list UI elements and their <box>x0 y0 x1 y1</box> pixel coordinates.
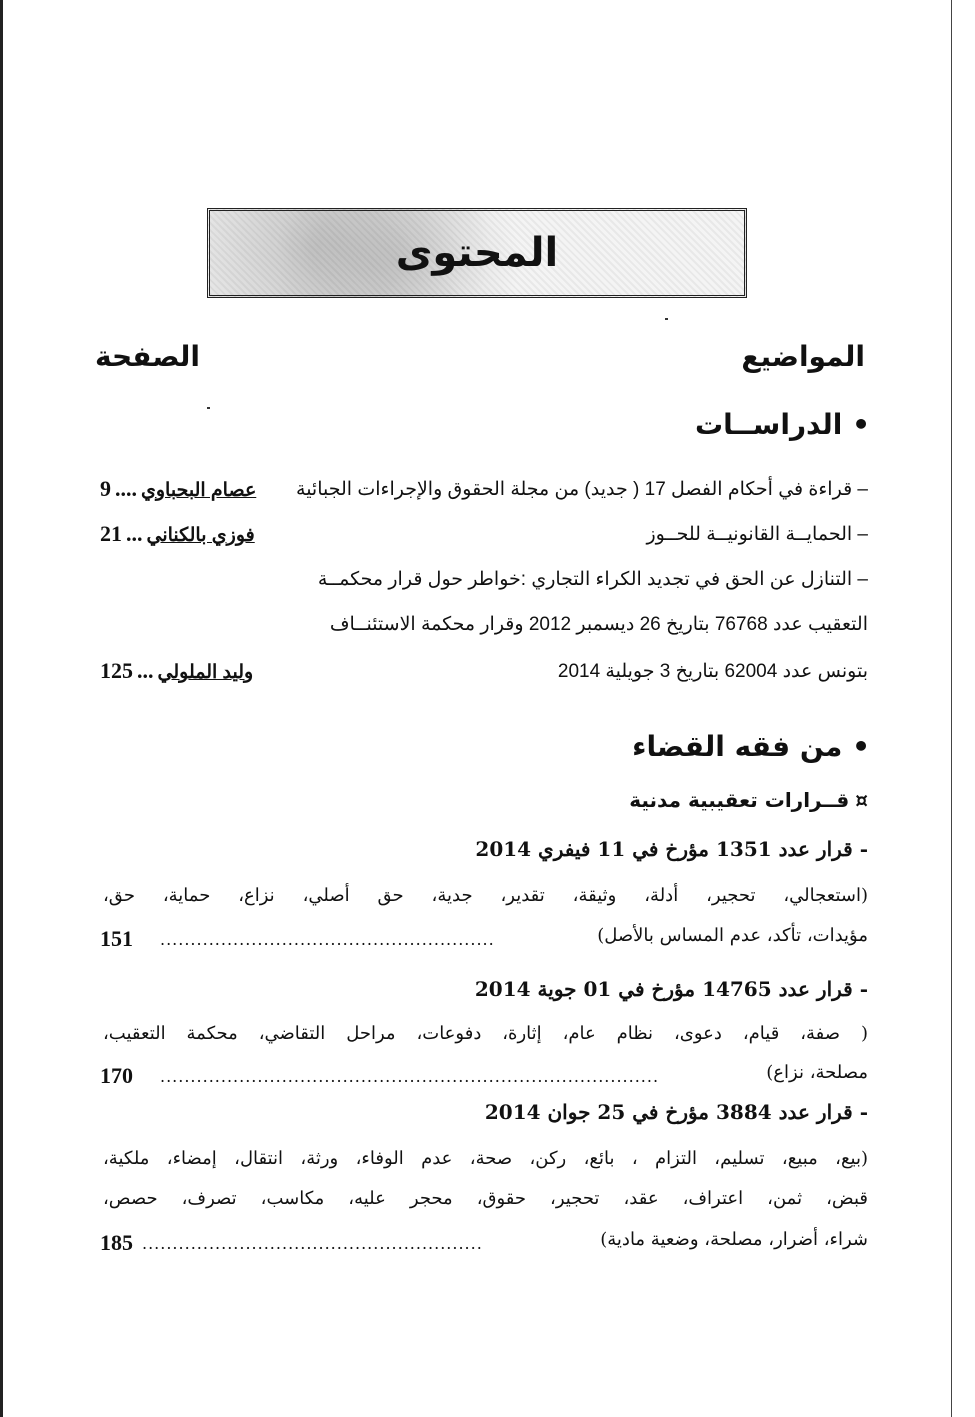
decision-title: - قرار عدد 14765 مؤرخ في 01 جوية 2014 <box>474 977 868 1001</box>
author-name: وليد الملولي <box>157 662 254 683</box>
leader-dots: .................................................................................. <box>160 1067 660 1086</box>
decision-keywords-line: ( صفة، قيام، دعوى، نظام عام، إثارة، دفوعات، مراحل التقاضي، محكمة التعقيب، <box>103 1023 868 1044</box>
decision-keywords-line: مصلحة، نزاع) <box>766 1062 868 1083</box>
scan-right-edge <box>951 0 952 1417</box>
page-number: 185 <box>100 1230 133 1255</box>
scan-speck <box>665 318 668 320</box>
author-name: عصام البحباوي <box>141 480 257 501</box>
toc-entry-title: – الحمايــة القانونيــة للحــوز <box>646 524 868 545</box>
scan-left-edge <box>0 0 3 1417</box>
leader-dots: ........................................................ <box>142 1234 483 1253</box>
page-number: 21 <box>100 521 122 546</box>
column-header-topics: المواضيع <box>741 340 865 373</box>
decision-keywords-line: مؤيدات، تأكد، عدم المساس بالأصل) <box>597 925 868 946</box>
subsection-marker: ¤ <box>855 788 868 812</box>
scan-speck <box>207 407 210 409</box>
decision-keywords-line: (استعجالي، تحجير، أدلة، وثيقة، تقدير، جدية، حق أصلي، نزاع، حماية، حق، <box>103 885 868 906</box>
toc-entry-page-ref <box>100 658 253 684</box>
page-title: المحتوى <box>395 230 559 276</box>
decision-keywords-line: شراء، أضرار، مصلحة، وضعية مادية) <box>600 1229 868 1250</box>
decision-title: - قرار عدد 1351 مؤرخ في 11 فيفري 2014 <box>475 837 868 861</box>
subsection-title: قــرارات تعقيبية مدنية <box>629 788 850 812</box>
column-header-page: الصفحة <box>95 340 201 373</box>
toc-entry-title-line: التعقيب عدد 76768 بتاريخ 26 ديسمبر 2012 وقرار محكمة الاستئنــاف <box>329 614 868 635</box>
toc-entry-title: – قراءة في أحكام الفصل 17 ( جديد) من مجلة الحقوق والإجراءات الجبائية <box>296 479 868 500</box>
page-title-box <box>207 208 747 298</box>
decision-title: - قرار عدد 3884 مؤرخ في 25 جوان 2014 <box>484 1100 868 1124</box>
toc-entry-title-line: بتونس عدد 62004 بتاريخ 3 جويلية 2014 <box>557 661 868 682</box>
leader-dots: ... <box>137 658 154 683</box>
toc-entry-title-line: – التنازل عن الحق في تجديد الكراء التجاري :خواطر حول قرار محكمــة <box>317 569 868 590</box>
leader-dots: .... <box>115 476 137 501</box>
leader-dots: ... <box>126 521 143 546</box>
section-heading-jurisprudence: • من فقه القضاء <box>632 730 870 763</box>
leader-dots: ....................................................... <box>160 930 495 949</box>
page-number: 170 <box>100 1063 133 1088</box>
author-name: فوزي بالكناني <box>146 525 255 546</box>
toc-entry-page-ref <box>100 521 255 547</box>
decision-keywords-line: (بيع، مبيع، تسليم، التزام ، بائع، ركن، صحة، عدم الوفاء، ورثة، انتقال، إمضاء، ملكية، <box>103 1148 868 1169</box>
section-heading-studies: • الدراســات <box>695 408 870 441</box>
toc-entry-page-ref <box>100 476 256 502</box>
page-number: 125 <box>100 658 133 683</box>
page-number: 9 <box>100 476 111 501</box>
subsection-heading <box>629 788 868 812</box>
page-number: 151 <box>100 926 133 951</box>
decision-keywords-line: قبض، ثمن، اعتراف، عقد، تحجير، حقوق، محجر عليه، مكاسب، تصرف، حصص، <box>103 1188 868 1209</box>
